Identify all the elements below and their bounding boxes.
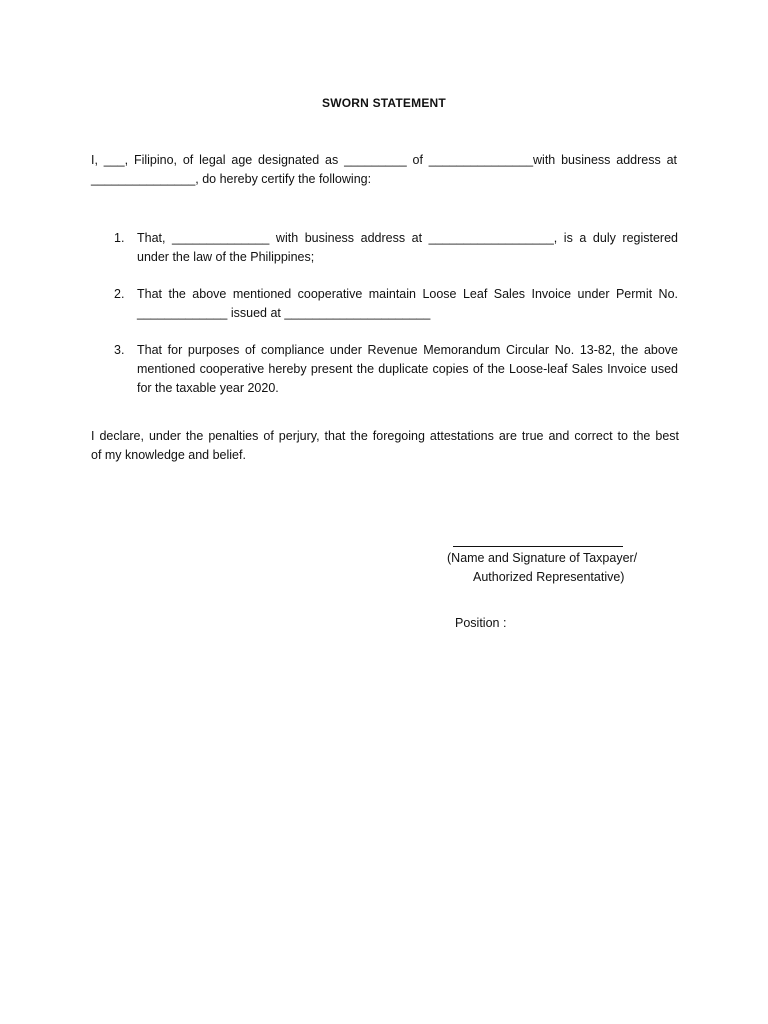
intro-paragraph xyxy=(91,151,677,189)
list-item-line: for the taxable year 2020. xyxy=(137,381,279,395)
list-item-line: mentioned cooperative hereby present the duplicate copies of the Loose-leaf Sales Invoice used xyxy=(137,362,678,376)
document-title: SWORN STATEMENT xyxy=(322,96,446,110)
list-item xyxy=(114,285,678,323)
declaration-line-1: I declare, under the penalties of perjury, that the foregoing attestations are true and correct to the best xyxy=(91,429,679,443)
list-item-line: That the above mentioned cooperative maintain Loose Leaf Sales Invoice under Permit No. xyxy=(137,287,678,301)
list-item-number: 3. xyxy=(114,343,125,357)
list-item xyxy=(114,229,678,267)
declaration-paragraph xyxy=(91,427,679,465)
list-item xyxy=(114,341,678,398)
list-item-line: That, ______________ with business address at __________________, is a duly registered xyxy=(137,231,678,245)
signature-line xyxy=(453,546,623,547)
intro-line-2: _______________, do hereby certify the following: xyxy=(91,172,372,186)
list-item-line: That for purposes of compliance under Revenue Memorandum Circular No. 13-82, the above xyxy=(137,343,678,357)
list-item-line: _____________ issued at _____________________ xyxy=(137,306,431,320)
declaration-line-2: of my knowledge and belief. xyxy=(91,448,246,462)
list-item-line: under the law of the Philippines; xyxy=(137,250,315,264)
list-item-number: 2. xyxy=(114,287,125,301)
intro-line-1: I, ___, Filipino, of legal age designated as _________ of _______________with business address at xyxy=(91,153,677,167)
signature-caption-line-2: Authorized Representative) xyxy=(473,570,625,584)
list-item-number: 1. xyxy=(114,231,125,245)
signature-caption-line-1: (Name and Signature of Taxpayer/ xyxy=(447,551,638,565)
position-label: Position : xyxy=(455,616,507,630)
